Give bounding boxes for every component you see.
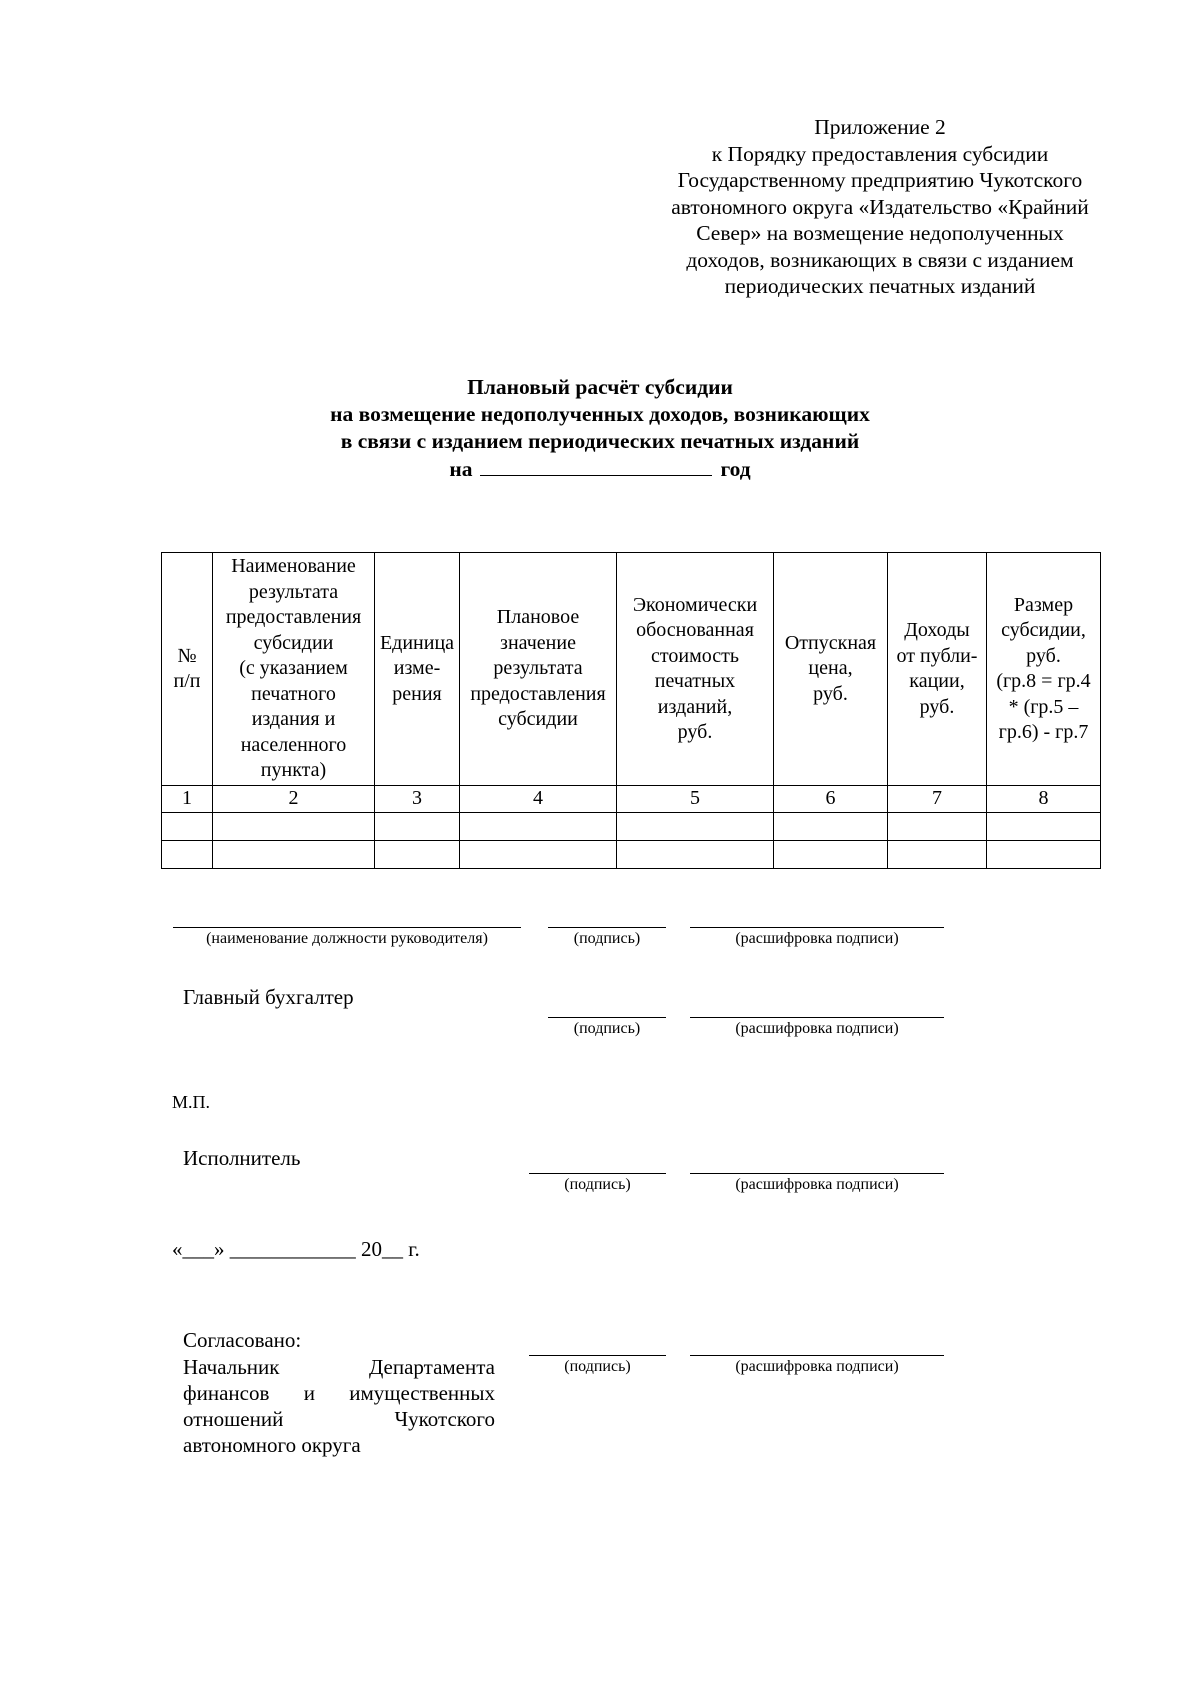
header-cell: Размер субсидии, руб. (гр.8 = гр.4 * (гр.5 – гр.6) - гр.7 (987, 553, 1101, 786)
date-line[interactable]: «___» ____________ 20__ г. (172, 1237, 420, 1261)
document-title (200, 374, 1000, 483)
year-blank-field[interactable] (480, 455, 712, 476)
column-number: 1 (162, 786, 213, 813)
empty-cell[interactable] (162, 840, 213, 868)
agreed-label: Согласовано: (183, 1328, 302, 1352)
subsidy-calculation-table (161, 552, 1101, 869)
signature-caption: (подпись) (573, 930, 641, 947)
decode-caption: (расшифровка подписи) (735, 1020, 899, 1037)
header-cell: Отпускная цена, руб. (774, 553, 888, 786)
column-number: 7 (888, 786, 987, 813)
header-cell: Плановое значение результата предоставления субсидии (460, 553, 617, 786)
header-cell: Единица изме- рения (375, 553, 460, 786)
signature-caption: (подпись) (564, 1176, 631, 1193)
empty-cell[interactable] (617, 840, 774, 868)
signature-line[interactable] (529, 1173, 666, 1174)
column-number: 5 (617, 786, 774, 813)
table-row (162, 812, 1101, 840)
empty-cell[interactable] (888, 840, 987, 868)
signature-line[interactable] (548, 1017, 666, 1018)
appendix-line: автономного округа «Издательство «Крайний (671, 194, 1089, 219)
empty-cell[interactable] (617, 812, 774, 840)
empty-cell[interactable] (774, 840, 888, 868)
decode-caption: (расшифровка подписи) (735, 930, 899, 947)
title-line: Плановый расчёт субсидии (467, 375, 733, 399)
signature-line[interactable] (529, 1355, 666, 1356)
header-cell: № п/п (162, 553, 213, 786)
column-number: 8 (987, 786, 1101, 813)
empty-cell[interactable] (375, 812, 460, 840)
appendix-header (630, 114, 1130, 300)
appendix-line: периодических печатных изданий (724, 274, 1036, 298)
signature-caption: (подпись) (564, 1358, 631, 1375)
decode-line[interactable] (690, 927, 944, 928)
position-line[interactable] (173, 927, 521, 928)
empty-cell[interactable] (375, 840, 460, 868)
title-year-line (200, 455, 1000, 483)
title-line: в связи с изданием периодических печатных изданий (340, 429, 860, 453)
position-caption: (наименование должности руководителя) (206, 930, 488, 947)
column-number: 2 (213, 786, 375, 813)
column-number: 4 (460, 786, 617, 813)
signature-line[interactable] (548, 927, 666, 928)
title-line: на возмещение недополученных доходов, возникающих (330, 402, 870, 426)
empty-cell[interactable] (987, 840, 1101, 868)
decode-caption: (расшифровка подписи) (735, 1176, 899, 1193)
executor-label: Исполнитель (183, 1146, 301, 1170)
empty-cell[interactable] (213, 812, 375, 840)
chief-accountant-label: Главный бухгалтер (183, 985, 354, 1009)
table-header-row (162, 553, 1101, 786)
header-cell: Наименование результата предоставления субсидии (с указанием печатного издания и населенного пункта) (213, 553, 375, 786)
agreed-line: отношений Чукотского (183, 1407, 495, 1431)
empty-cell[interactable] (213, 840, 375, 868)
agreed-line: автономного округа (183, 1433, 361, 1457)
appendix-line: доходов, возникающих в связи с изданием (686, 247, 1074, 272)
empty-cell[interactable] (460, 840, 617, 868)
column-number: 6 (774, 786, 888, 813)
signature-caption: (подпись) (573, 1020, 641, 1037)
empty-cell[interactable] (162, 812, 213, 840)
decode-line[interactable] (690, 1017, 944, 1018)
appendix-line: Приложение 2 (814, 115, 946, 139)
decode-caption: (расшифровка подписи) (735, 1358, 899, 1375)
appendix-line: Север» на возмещение недополученных (696, 221, 1064, 245)
decode-line[interactable] (690, 1173, 944, 1174)
empty-cell[interactable] (460, 812, 617, 840)
agreed-line: финансов и имущественных (183, 1381, 495, 1405)
decode-line[interactable] (690, 1355, 944, 1356)
agreed-official (183, 1354, 495, 1458)
header-cell: Экономически обоснованная стоимость печатных изданий, руб. (617, 553, 774, 786)
agreed-line: Начальник Департамента (183, 1355, 495, 1379)
empty-cell[interactable] (987, 812, 1101, 840)
year-suffix: год (720, 457, 751, 481)
table-row (162, 840, 1101, 868)
empty-cell[interactable] (774, 812, 888, 840)
column-number: 3 (375, 786, 460, 813)
appendix-line: Государственному предприятию Чукотского (677, 168, 1083, 192)
stamp-label: М.П. (172, 1092, 211, 1112)
column-number-row (162, 786, 1101, 813)
empty-cell[interactable] (888, 812, 987, 840)
appendix-line: к Порядку предоставления субсидии (711, 141, 1049, 166)
header-cell: Доходы от публи- кации, руб. (888, 553, 987, 786)
year-prefix: на (449, 457, 473, 481)
